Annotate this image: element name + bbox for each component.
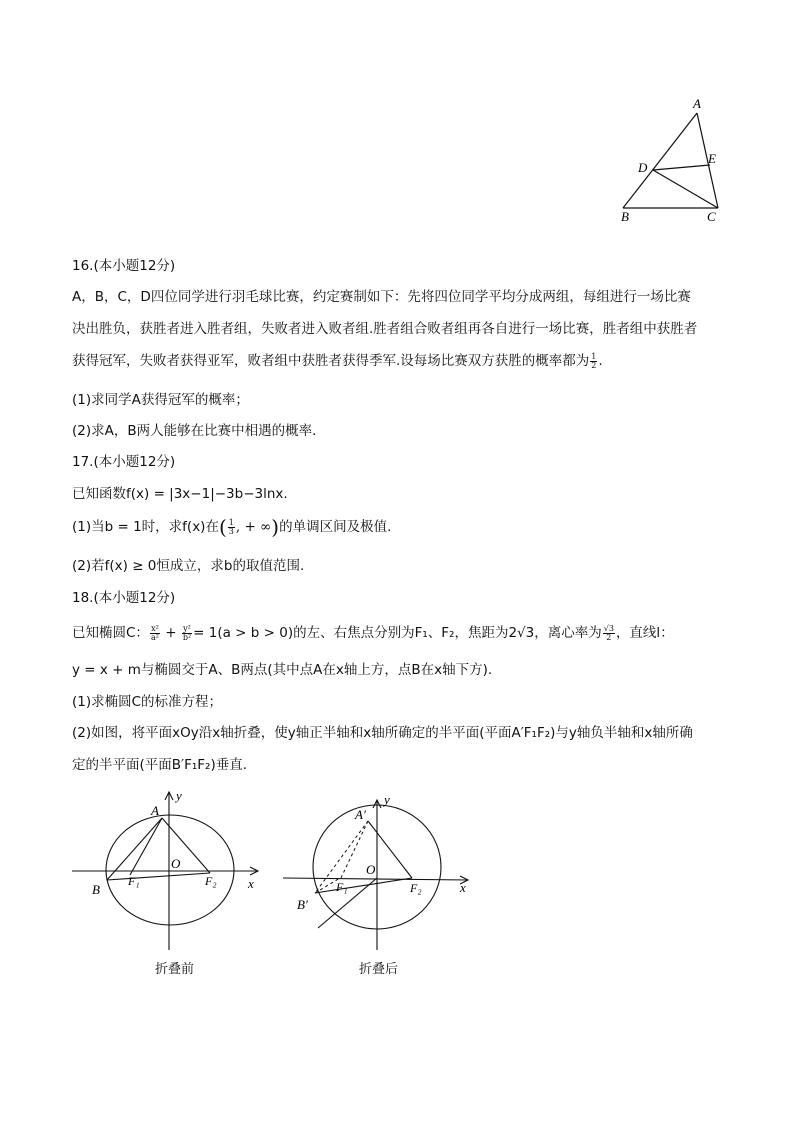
fig1-label-f1: F₁ [128, 874, 140, 888]
fraction-x2-a2: $\frac{\text{x²}}{\text{a²}}$ [150, 623, 159, 642]
problem17-given: 已知函数f(x) = |3x−1|−3b−3lnx. [72, 486, 288, 502]
fig1-label-x: x [248, 876, 254, 891]
fig1-label-a: A [151, 803, 159, 818]
fig1-label-o: O [171, 856, 181, 871]
fig1-label-f2: F₂ [205, 874, 217, 888]
fig2-label-f2: F₂ [410, 881, 422, 895]
fig2-label-o: O [366, 862, 376, 877]
problem18-line2: y = x + m与椭圆交于A、B两点(其中点A在x轴上方，点B在x轴下方). [72, 662, 493, 678]
caption-after-folding: 折叠后 [359, 962, 399, 977]
triangle-figure [0, 0, 794, 240]
fig1-label-y: y [176, 788, 182, 803]
fig2-label-b: B′ [297, 897, 308, 912]
problem18-q1: (1)求椭圆C的标准方程； [72, 694, 223, 710]
fig2-label-a: A′ [355, 807, 366, 822]
label-c: C [707, 209, 716, 224]
fraction-one-half: $\frac{1}{2}$ [591, 351, 597, 370]
problem17-q2: (2)若f(x) ≥ 0恒成立，求b的取值范围. [72, 558, 305, 574]
label-d: D [638, 160, 648, 175]
problem18-q2-line1: (2)如图，将平面xOy沿x轴折叠，使y轴正半轴和x轴所确定的半平面(平面A′F₁F₂)与y轴负半轴和x轴所确 [72, 725, 693, 741]
problem17-q1: (1)当b = 1时，求f(x)在( $\frac{1}{3}$ , + ∞)的单调区间及极值. [72, 515, 392, 539]
label-e: E [708, 151, 716, 166]
label-b: B [621, 209, 629, 224]
problem16-q2: (2)求A，B两人能够在比赛中相遇的概率. [72, 423, 317, 439]
problem18-given: 已知椭圆C： $\frac{\text{x²}}{\text{a²}}$ + $\frac{\text{y²}}{\text{b²}}$ = 1(a > b > 0)的左、右焦点分别为F₁、F₂，焦距为2√3，离心率为 $\frac{√3}{2}$ ，直线l： [72, 623, 674, 642]
fig1-label-b: B [92, 882, 100, 897]
problem16-para2: 决出胜负，获胜者进入胜者组，失败者进入败者组.胜者组合败者组再各自进行一场比赛，胜者组中获胜者 [72, 321, 698, 337]
problem16-para3: 获得冠军，失败者获得亚军，败者组中获胜者获得季军.设每场比赛双方获胜的概率都为 $\frac{1}{2}$ . [72, 351, 603, 370]
problem16-para1: A，B，C，D四位同学进行羽毛球比赛，约定赛制如下：先将四位同学平均分成两组，每组进行一场比赛 [72, 289, 691, 305]
fraction-sqrt3-2: $\frac{√3}{2}$ [603, 623, 614, 642]
problem18-header: 18.(本小题12分) [72, 590, 176, 606]
fraction-y2-b2: $\frac{\text{y²}}{\text{b²}}$ [182, 623, 192, 642]
fig2-label-x: x [460, 880, 466, 895]
label-a: A [693, 96, 701, 111]
problem16-para3-text: 获得冠军，失败者获得亚军，败者组中获胜者获得季军.设每场比赛双方获胜的概率都为 [72, 353, 590, 369]
problem16-header: 16.(本小题12分) [72, 258, 176, 274]
problem16-q1: (1)求同学A获得冠军的概率； [72, 392, 249, 408]
caption-before-folding: 折叠前 [155, 962, 195, 977]
problem17-header: 17.(本小题12分) [72, 454, 176, 470]
fig2-label-f1: F₁ [336, 880, 348, 894]
fig2-label-y: y [384, 792, 390, 807]
problem18-q2-line2: 定的半平面(平面B′F₁F₂)垂直. [72, 757, 248, 773]
fraction-one-third: $\frac{1}{3}$ [228, 517, 234, 536]
